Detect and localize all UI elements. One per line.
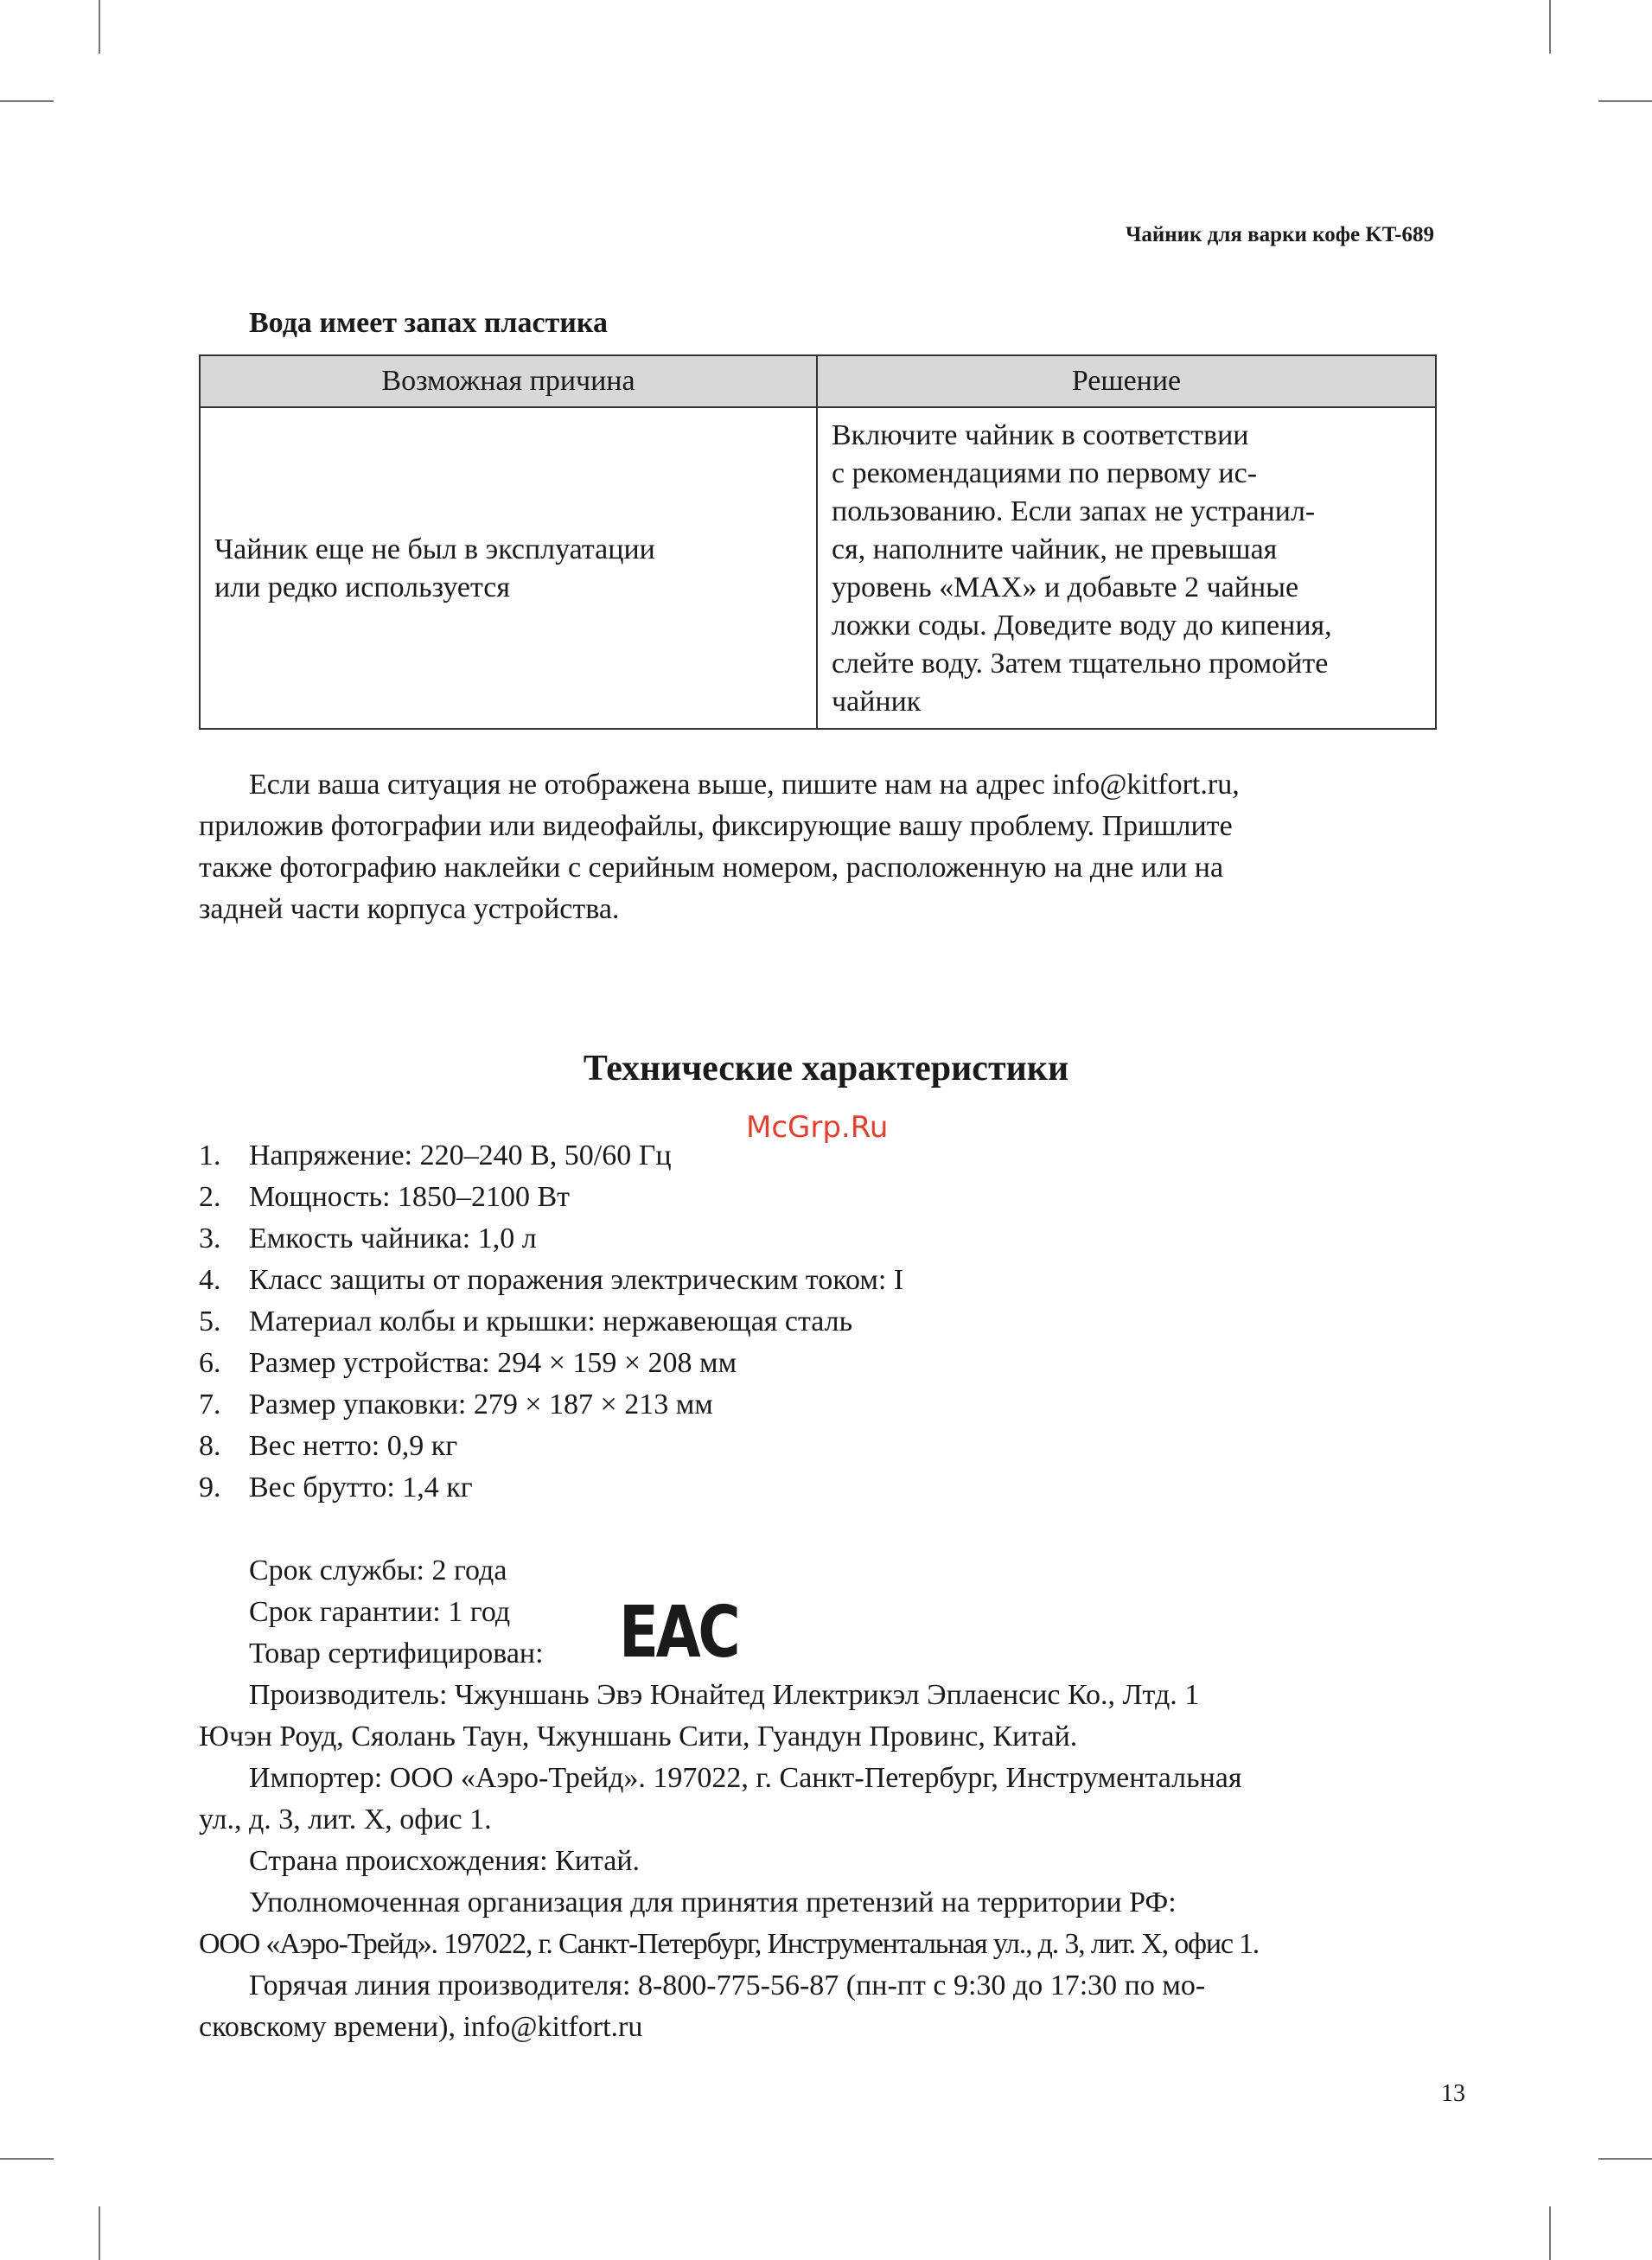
solution-line: ложки соды. Доведите воду до кипения, [832,610,1332,642]
solution-line: слейте воду. Затем тщательно промойте [832,648,1329,680]
hotline: Горячая линия производителя: 8-800-775-56-87 (пн-пт с 9:30 до 17:30 по мо- [249,1970,1206,2001]
cause-line: Чайник еще не был в эксплуатации [214,533,655,565]
list-item: 3. Емкость чайника: 1,0 л [199,1223,537,1254]
crop-mark [1549,2206,1551,2260]
solution-line: с рекомендациями по первому ис- [832,457,1258,489]
solution-line: пользованию. Если запах не устранил- [832,495,1316,527]
certified: Товар сертифицирован: [249,1638,544,1669]
running-header: Чайник для варки кофе KT-689 [1126,223,1434,246]
contact-line: приложив фотографии или видеофайлы, фиксирующие вашу проблему. Пришлите [199,810,1233,842]
hotline-cont: сковскому времени), info@kitfort.ru [199,2011,643,2043]
list-item: 9. Вес брутто: 1,4 кг [199,1472,473,1503]
cause-cell [200,407,817,729]
specs-title: Технические характеристики [583,1049,1069,1089]
list-item: 1. Напряжение: 220–240 В, 50/60 Гц [199,1140,672,1171]
watermark: McGrp.Ru [746,1110,889,1145]
product-info [199,1550,1444,2048]
service-life: Срок службы: 2 года [249,1555,507,1586]
list-item: 5. Материал колбы и крышки: нержавеющая сталь [199,1306,853,1337]
contact-paragraph [199,764,1437,930]
solution-line: Включите чайник в соответствии [832,419,1249,451]
column-header-solution: Решение [817,355,1436,407]
solution-cell [817,407,1436,729]
solution-line: уровень «MAX» и добавьте 2 чайные [832,571,1299,603]
contact-line: также фотографию наклейки с серийным номером, расположенную на дне или на [199,852,1224,884]
troubleshooting-table [199,354,1437,730]
list-item: 8. Вес нетто: 0,9 кг [199,1430,458,1462]
crop-mark [1598,100,1652,102]
page-number: 13 [1441,2080,1465,2107]
warranty: Срок гарантии: 1 год [249,1596,511,1628]
country-of-origin: Страна происхождения: Китай. [249,1845,641,1877]
table-header-row [200,355,1436,407]
list-item: 4. Класс защиты от поражения электрическим током: I [199,1264,904,1296]
list-item: 2. Мощность: 1850–2100 Вт [199,1181,571,1213]
list-item: 7. Размер упаковки: 279 × 187 × 213 мм [199,1389,713,1420]
cause-line: или редко используется [214,571,510,603]
crop-mark [1549,0,1551,54]
eac-mark-icon: EAC [619,1592,738,1674]
crop-mark [99,2206,100,2260]
table-row [200,407,1436,729]
authorized-org-cont: ООО «Аэро-Трейд». 197022, г. Санкт-Петербург, Инструментальная ул., д. 3, лит. Х, офис 1. [199,1928,1260,1960]
column-header-cause: Возможная причина [200,355,817,407]
crop-mark [0,2158,54,2160]
manufacturer: Производитель: Чжуншань Эвэ Юнайтед Илектрикэл Эплаенсис Ко., Лтд. 1 [249,1679,1200,1711]
manufacturer-cont: Ючэн Роуд, Сяолань Таун, Чжуншань Сити, Гуандун Провинс, Китай. [199,1721,1078,1752]
importer: Импортер: ООО «Аэро-Трейд». 197022, г. Санкт-Петербург, Инструментальная [249,1762,1242,1794]
importer-cont: ул., д. 3, лит. Х, офис 1. [199,1804,492,1835]
contact-line: задней части корпуса устройства. [199,893,620,925]
solution-line: чайник [832,686,922,718]
list-item: 6. Размер устройства: 294 × 159 × 208 мм [199,1347,737,1379]
crop-mark [0,100,54,102]
authorized-org: Уполномоченная организация для принятия претензий на территории РФ: [249,1887,1177,1918]
solution-line: ся, наполните чайник, не превышая [832,533,1278,565]
crop-mark [1598,2158,1652,2160]
section-title: Вода имеет запах пластика [249,307,608,339]
contact-line: Если ваша ситуация не отображена выше, пишите нам на адрес info@kitfort.ru, [249,769,1240,801]
crop-mark [99,0,100,54]
specs-list [199,1135,903,1509]
